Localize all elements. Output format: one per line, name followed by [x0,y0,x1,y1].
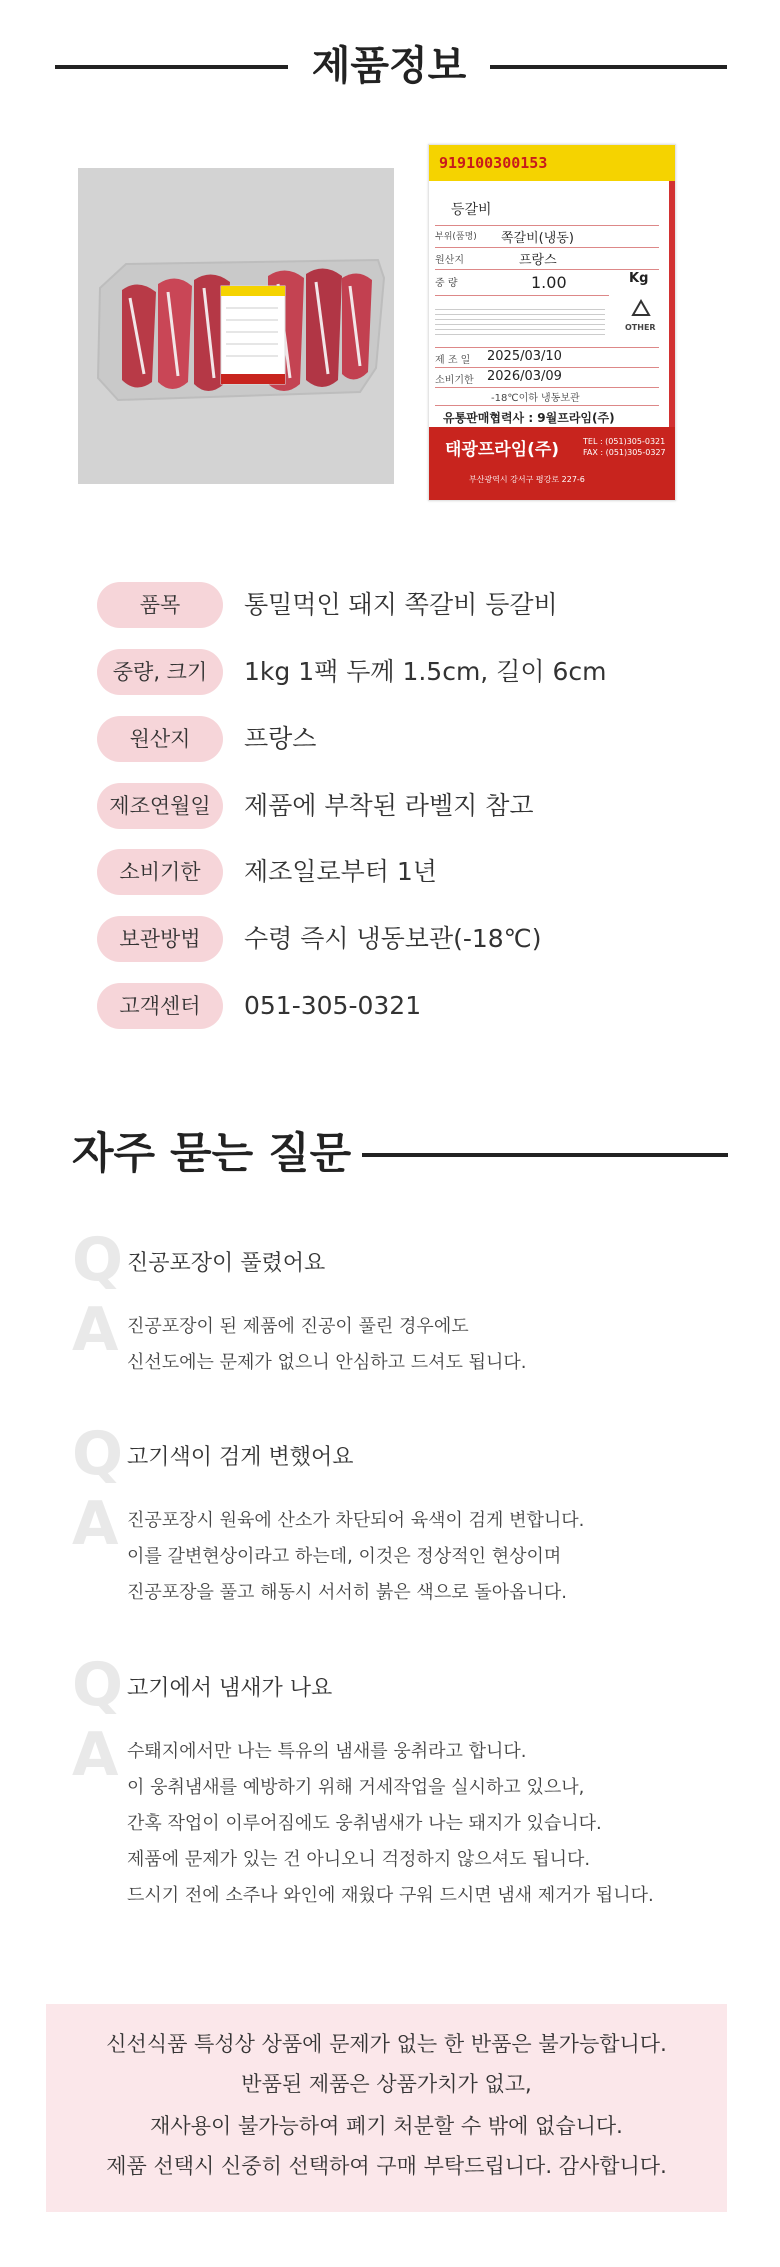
info-label: 중량, 크기 [97,649,223,695]
label-divider [435,225,659,226]
label-date-name: 소비기한 [435,375,474,386]
header-line-right [490,65,727,69]
info-value: 프랑스 [244,724,317,753]
meat-package-illustration [78,168,394,484]
notice-line: 신선식품 특성상 상품에 문제가 없는 한 반품은 불가능합니다. [106,2032,667,2056]
label-field-name: 중 량 [435,278,458,289]
faq-question: 고기색이 검게 변했어요 [127,1445,354,1470]
label-divider [435,367,659,368]
a-mark-icon: A [72,1720,119,1790]
faq-answer-line: 수퇘지에서만 나는 특유의 냄새를 웅취라고 합니다. [127,1741,527,1762]
label-divider [435,387,659,388]
section-title: 제품정보 [311,43,467,89]
label-unit: Kg [629,271,649,286]
faq-answer-line: 간혹 작업이 이루어짐에도 웅취냄새가 나는 돼지가 있습니다. [127,1813,602,1834]
label-date-value: 2025/03/10 [487,349,562,364]
info-value: 051-305-0321 [244,991,422,1020]
notice-line: 제품 선택시 신중히 선택하여 구매 부탁드립니다. 감사합니다. [106,2154,667,2178]
q-mark-icon: Q [72,1650,124,1720]
return-policy-notice [46,2004,727,2212]
product-info-header [0,36,780,96]
a-mark-icon: A [72,1295,119,1365]
faq-answer-line: 드시기 전에 소주나 와인에 재웠다 구워 드시면 냄새 제거가 됩니다. [127,1885,654,1906]
info-value: 제조일로부터 1년 [244,857,437,886]
label-divider [435,295,609,296]
info-value: 제품에 부착된 라벨지 참고 [244,791,534,820]
recycle-icon [629,299,653,321]
notice-line: 반품된 제품은 상품가치가 없고, [241,2072,532,2096]
q-mark-icon: Q [72,1225,124,1295]
info-label: 보관방법 [97,916,223,962]
label-barcode-bar [429,145,675,181]
label-divider [435,247,659,248]
faq-header-line [362,1153,728,1157]
faq-answer-line: 진공포장이 된 제품에 진공이 풀린 경우에도 [127,1316,469,1337]
info-label: 소비기한 [97,849,223,895]
faq-answer-line: 진공포장시 원육에 산소가 차단되어 육색이 검게 변합니다. [127,1510,585,1531]
faq-answer-line: 이를 갈변현상이라고 하는데, 이것은 정상적인 현상이며 [127,1546,562,1567]
label-date-name: 제 조 일 [435,355,471,366]
label-fine-print [435,305,605,335]
label-company: 태광프라임(주) [445,440,560,460]
label-divider [435,347,659,348]
info-label: 고객센터 [97,983,223,1029]
label-barcode: 919100300153 [439,154,548,172]
label-seller: 유통판매협력사 : 9월프라임(주) [443,411,615,425]
info-value: 통밀먹인 돼지 쪽갈비 등갈비 [244,590,558,619]
info-label: 제조연월일 [97,783,223,829]
label-recycle-text: OTHER [625,323,656,332]
label-field-value: 쪽갈비(냉동) [501,231,574,246]
faq-question: 고기에서 냄새가 나요 [127,1676,333,1701]
label-date-value: 2026/03/09 [487,369,562,384]
faq-answer-line: 신선도에는 문제가 없으니 안심하고 드셔도 됩니다. [127,1352,527,1373]
info-value: 수령 즉시 냉동보관(-18℃) [244,924,542,953]
label-contact [583,436,666,458]
label-fax: FAX : (051)305-0327 [583,448,666,457]
label-company-band [429,427,675,500]
label-storage: -18℃이하 냉동보관 [491,393,580,404]
label-field-value: 프랑스 [519,253,557,268]
label-weight-value: 1.00 [531,273,567,292]
label-product-name: 등갈비 [451,202,492,218]
faq-answer-line: 진공포장을 풀고 해동시 서서히 붉은 색으로 돌아옵니다. [127,1582,567,1603]
faq-answer-line: 이 웅취냄새를 예방하기 위해 거세작업을 실시하고 있으나, [127,1777,585,1798]
info-label: 원산지 [97,716,223,762]
faq-title: 자주 묻는 질문 [72,1129,352,1179]
header-line-left [55,65,288,69]
product-label-image [428,144,676,501]
label-tel: TEL : (051)305-0321 [583,437,666,446]
q-mark-icon: Q [72,1419,124,1489]
label-divider [435,269,659,270]
a-mark-icon: A [72,1489,119,1559]
label-address: 부산광역시 강서구 평강로 227-6 [469,475,585,484]
info-value: 1kg 1팩 두께 1.5cm, 길이 6cm [244,657,607,686]
faq-question: 진공포장이 풀렸어요 [127,1251,326,1276]
info-label: 품목 [97,582,223,628]
notice-line: 재사용이 불가능하여 폐기 처분할 수 밖에 없습니다. [150,2114,623,2138]
label-field-name: 원산지 [435,255,464,266]
label-divider [435,405,659,406]
faq-answer-line: 제품에 문제가 있는 건 아니오니 걱정하지 않으셔도 됩니다. [127,1849,591,1870]
label-field-name: 부위(품명) [435,232,477,242]
product-photo [78,168,394,484]
